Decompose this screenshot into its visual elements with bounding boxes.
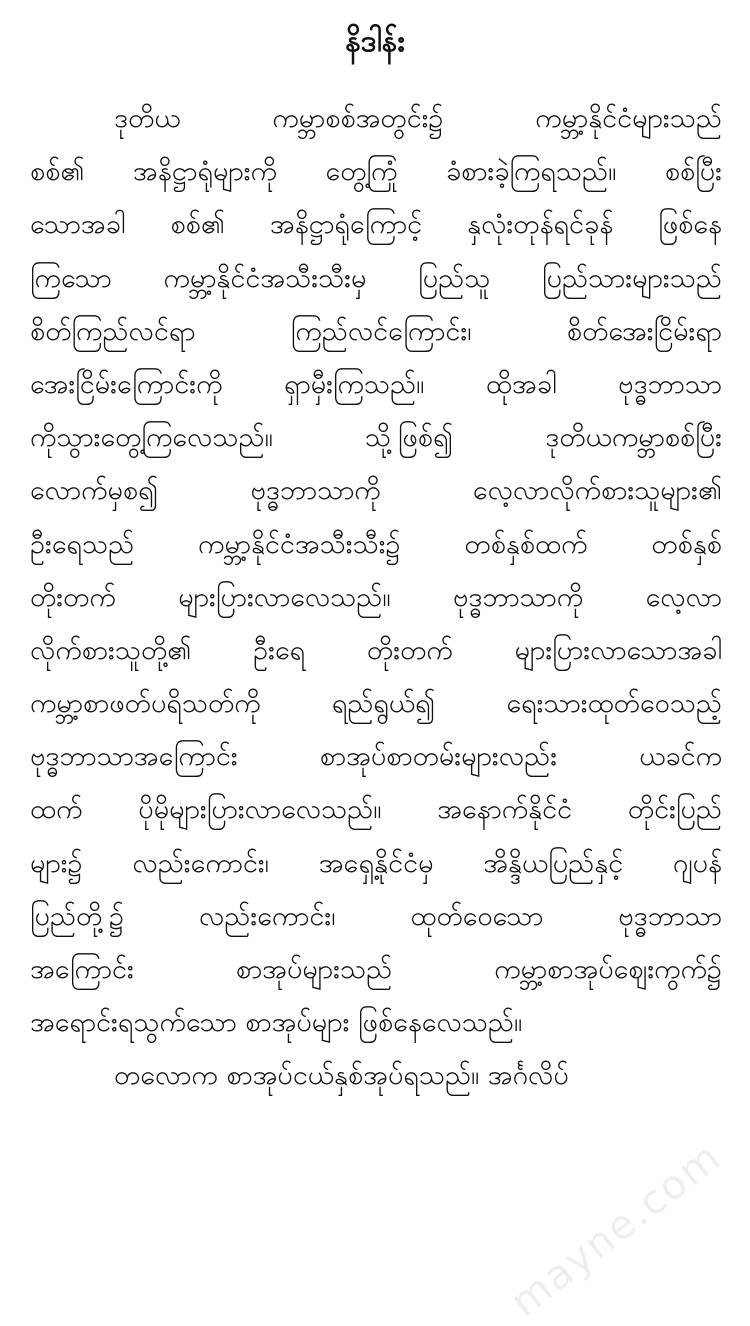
paragraph-1-line: အကြောင်း စာအုပ်များသည် ကမ္ဘာ့စာအုပ်ဈေးကွက်၌ [30, 954, 722, 985]
paragraph-1-line: ထက် ပိုမိုများပြားလာလေသည်။ အနောက်နိုင်ငံ တိုင်းပြည် [30, 794, 722, 826]
paragraph-1-line: ကြသော ကမ္ဘာ့နိုင်ငံအသီးသီးမှ ပြည်သူ ပြည်သားများသည် [30, 262, 722, 294]
paragraph-1-line: ကိုသွားတွေ့ကြလေသည်။ သို့ဖြစ်၍ ဒုတိယကမ္ဘာစစ်ပြီး [30, 422, 722, 454]
paragraph-1-line: တိုးတက် များပြားလာလေသည်။ ဗုဒ္ဓဘာသာကို လေ့လာ [30, 581, 722, 613]
paragraph-1-line: များ၌ လည်းကောင်း၊ အရှေ့နိုင်ငံမှ အိန္ဒိယပြည်နှင့် ဂျပန် [30, 847, 722, 879]
paragraph-1-line: ကမ္ဘာ့စာဖတ်ပရိသတ်ကို ရည်ရွယ်၍ ရေးသားထုတ်ဝေသည့် [30, 688, 722, 720]
paragraph-1-line: စစ်၏ အနိဋ္ဌာရုံများကို တွေ့ကြုံ ခံစားခဲ့ကြရသည်။ စစ်ပြီး [30, 156, 722, 188]
paragraph-1-line: ဗုဒ္ဓဘာသာအကြောင်း စာအုပ်စာတမ်းများလည်း ယခင်က [30, 741, 722, 773]
body-text [30, 92, 722, 1103]
paragraph-1-line: ဒုတိယ ကမ္ဘာစစ်အတွင်း၌ ကမ္ဘာ့နိုင်ငံများသည် [114, 103, 722, 134]
paragraph-1-line: လောက်မှစ၍ ဗုဒ္ဓဘာသာကို လေ့လာလိုက်စားသူများ၏ [30, 475, 722, 507]
watermark: mayne.com [502, 1133, 730, 1326]
paragraph-1-line: အရောင်းရသွက်သော စာအုပ်များ ဖြစ်နေလေသည်။ [30, 1007, 523, 1039]
paragraph-2-line: တလောက စာအုပ်ငယ်နှစ်အုပ်ရသည်။ အင်္ဂလိပ် [114, 1060, 569, 1092]
page-title: နိဒါန်း [345, 24, 405, 59]
paragraph-1-line: စိတ်ကြည်လင်ရာ ကြည်လင်ကြောင်း၊ စိတ်အေးငြိမ်းရာ [30, 315, 722, 347]
paragraph-1-line: သောအခါ စစ်၏ အနိဋ္ဌာရုံကြောင့် နှလုံးတုန်ရင်ခုန် ဖြစ်နေ [30, 209, 722, 241]
paragraph-1-line: ပြည်တို့၌ လည်းကောင်း၊ ထုတ်ဝေသော ဗုဒ္ဓဘာသာ [30, 900, 722, 932]
paragraph-1-line: ဦးရေသည် ကမ္ဘာ့နိုင်ငံအသီးသီး၌ တစ်နှစ်ထက် တစ်နှစ် [30, 528, 722, 560]
paragraph-1-line: အေးငြိမ်းကြောင်းကို ရှာမှီးကြသည်။ ထိုအခါ ဗုဒ္ဓဘာသာ [30, 368, 722, 400]
paragraph-1-line: လိုက်စားသူတို့၏ ဦးရေ တိုးတက် များပြားလာသောအခါ [30, 634, 722, 666]
